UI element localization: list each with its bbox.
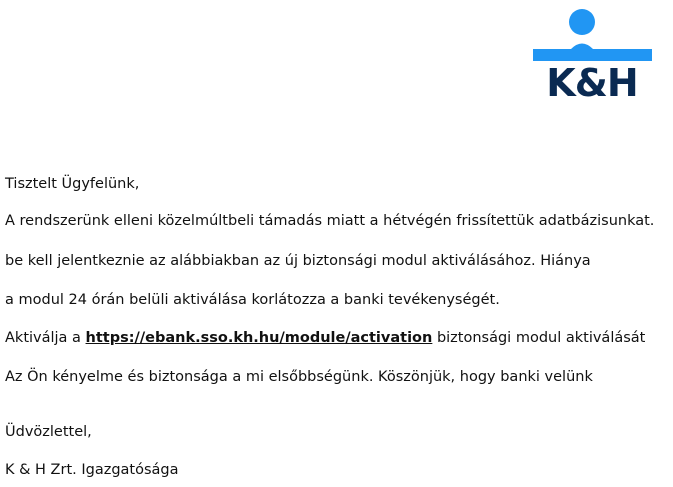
activation-link[interactable]: https://ebank.sso.kh.hu/module/activation bbox=[85, 330, 433, 346]
body-line-4-prefix: Aktiválja a bbox=[5, 330, 86, 346]
greeting: Tisztelt Ügyfelünk, bbox=[5, 176, 140, 192]
body-line-1: A rendszerünk elleni közelmúltbeli támadás miatt a hétvégén frissítettük adatbázisunkat. bbox=[5, 213, 655, 229]
body-line-4 bbox=[5, 329, 645, 347]
closing: Üdvözlettel, bbox=[5, 424, 92, 440]
body-line-5: Az Ön kényelme és biztonsága a mi elsőbbségünk. Köszönjük, hogy banki velünk bbox=[5, 369, 593, 385]
signature: K & H Zrt. Igazgatósága bbox=[5, 462, 179, 478]
kh-logo-mark-icon bbox=[531, 8, 653, 64]
body-line-3: a modul 24 órán belüli aktiválása korlátozza a banki tevékenységét. bbox=[5, 292, 500, 308]
kh-logo bbox=[531, 8, 653, 104]
body-line-4-suffix: biztonsági modul aktiválását bbox=[432, 330, 646, 346]
logo-text: K&H bbox=[546, 61, 638, 105]
body-line-2: be kell jelentkeznie az alábbiakban az új biztonsági modul aktiválásához. Hiánya bbox=[5, 253, 591, 269]
